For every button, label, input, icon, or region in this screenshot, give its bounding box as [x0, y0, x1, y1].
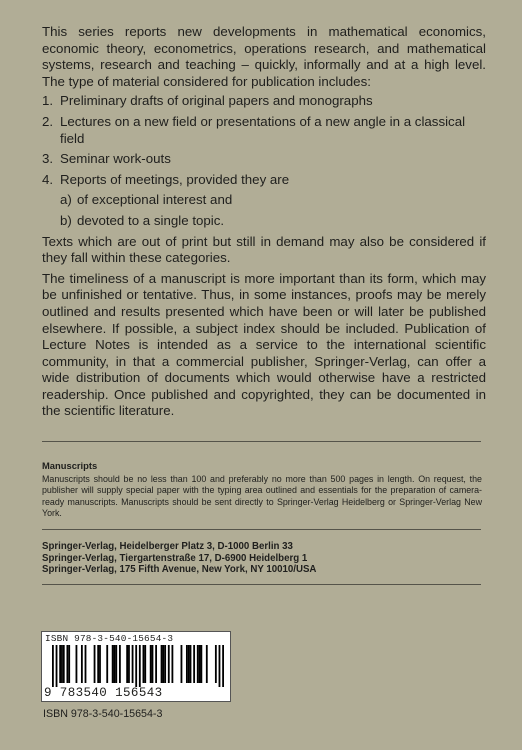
- list-item-text: Preliminary drafts of original papers and monographs: [60, 93, 373, 109]
- barcode-bar: [181, 645, 183, 683]
- barcode-bar: [222, 645, 224, 687]
- sub-list-item-letter: a): [60, 192, 72, 208]
- barcode-bar: [219, 645, 221, 687]
- barcode-bar: [115, 645, 117, 683]
- list-item: [42, 114, 486, 147]
- barcode-digits: 9 783540 156543: [44, 686, 163, 700]
- address-line-new-york: Springer-Verlag, 175 Fifth Avenue, New York, NY 10010/USA: [42, 564, 317, 576]
- barcode-bar: [66, 645, 68, 683]
- barcode-bar: [144, 645, 146, 683]
- manuscripts-text: Manuscripts should be no less than 100 and preferably no more than 500 pages in length. On request, the publisher will supply special paper with the typing area outlined and essentials for the preparation of camera-ready manuscripts. Manuscripts should be sent directly to Springer-Verlag Heidelberg or Springer-Verlag New York.: [42, 474, 482, 519]
- barcode-bar: [152, 645, 154, 683]
- list-item: [42, 93, 486, 110]
- list-item-number: 3.: [42, 151, 54, 167]
- sub-list-item: [60, 192, 486, 209]
- divider-line: [42, 441, 481, 442]
- sub-list-item-text: devoted to a single topic.: [77, 212, 225, 228]
- sub-list-item: [60, 213, 486, 230]
- list-item: [42, 172, 486, 189]
- address-line-berlin: Springer-Verlag, Heidelberger Platz 3, D-1000 Berlin 33: [42, 541, 293, 552]
- address-line-heidelberg: Springer-Verlag, Tiergartenstraße 17, D-6900 Heidelberg 1: [42, 552, 308, 564]
- list-item-text: Lectures on a new field or presentations of a new angle in a classical field: [60, 113, 466, 146]
- barcode-bar: [61, 645, 63, 683]
- barcode-bar: [59, 645, 61, 683]
- list-item-text: Seminar work-outs: [60, 151, 171, 167]
- publisher-addresses: [42, 541, 316, 576]
- barcode-bar: [81, 645, 83, 683]
- barcode-bar: [193, 645, 195, 683]
- barcode-bar: [119, 645, 121, 683]
- barcode-bar: [190, 645, 192, 683]
- sub-list-item-text: of exceptional interest and: [77, 192, 233, 208]
- barcode-bar: [68, 645, 70, 683]
- sub-list-item-letter: b): [60, 212, 72, 228]
- barcode-bar: [188, 645, 190, 683]
- barcode-bar: [139, 645, 141, 687]
- barcode-bar: [126, 645, 128, 683]
- barcode-bar: [112, 645, 114, 683]
- barcode-bar: [97, 645, 99, 683]
- list-item-number: 2.: [42, 113, 54, 129]
- barcode-bar: [186, 645, 188, 683]
- barcode-bar: [94, 645, 96, 683]
- barcode-bar: [143, 645, 145, 683]
- barcode-bar: [114, 645, 116, 683]
- series-description: [42, 24, 486, 420]
- barcode-label: [41, 631, 231, 702]
- barcode-bar: [128, 645, 130, 683]
- divider-line: [42, 584, 481, 585]
- barcode-bar: [106, 645, 108, 683]
- list-item-text: Reports of meetings, provided they are: [60, 171, 290, 187]
- barcode-bar: [164, 645, 166, 683]
- barcode-bar: [206, 645, 208, 683]
- barcode-bar: [199, 645, 201, 683]
- material-types-list: [42, 93, 486, 229]
- barcode-bar: [200, 645, 202, 683]
- manuscripts-heading: Manuscripts: [42, 460, 98, 471]
- barcode-bar: [171, 645, 173, 683]
- list-item-number: 1.: [42, 93, 54, 109]
- barcode-bar: [215, 645, 217, 683]
- barcode-bar: [168, 645, 170, 683]
- barcode-bar: [52, 645, 54, 687]
- barcode-bar: [63, 645, 65, 683]
- barcode-bar: [99, 645, 101, 683]
- barcode-bar: [155, 645, 157, 683]
- isbn-number: ISBN 978-3-540-15654-3: [43, 708, 163, 720]
- barcode-bar: [197, 645, 199, 683]
- barcode-bar: [162, 645, 164, 683]
- barcode-bar: [135, 645, 137, 687]
- list-item: [42, 151, 486, 168]
- barcode-bar: [76, 645, 78, 683]
- barcode-bar: [161, 645, 163, 683]
- barcode-bar: [150, 645, 152, 683]
- intro-paragraph: This series reports new developments in mathematical economics, economic theory, econometrics, operations research, and mathematical systems, research and teaching – quickly, informally and at a high level. The type of material considered for publication includes:: [42, 24, 486, 89]
- list-item-number: 4.: [42, 171, 54, 187]
- barcode-bar: [85, 645, 87, 683]
- barcode-isbn-text: ISBN 978-3-540-15654-3: [45, 633, 174, 644]
- out-of-print-paragraph: Texts which are out of print but still in demand may also be considered if they fall within these categories.: [42, 233, 486, 266]
- barcode-bars: [52, 645, 224, 687]
- timeliness-paragraph: The timeliness of a manuscript is more important than its form, which may be unfinished or tentative. Thus, in some instances, proofs may be merely outlined and results presented which have been or will later be published elsewhere. If possible, a subject index should be included. Publication of Lecture Notes is intended as a service to the international scientific community, in that a commercial publisher, Springer-Verlag, can offer a wide distribution of documents which would otherwise have a restricted readership. Once published and copyrighted, they can be documented in the scientific literature.: [42, 270, 486, 419]
- divider-line: [42, 529, 481, 530]
- barcode-bar: [56, 645, 58, 687]
- barcode-bar: [132, 645, 134, 683]
